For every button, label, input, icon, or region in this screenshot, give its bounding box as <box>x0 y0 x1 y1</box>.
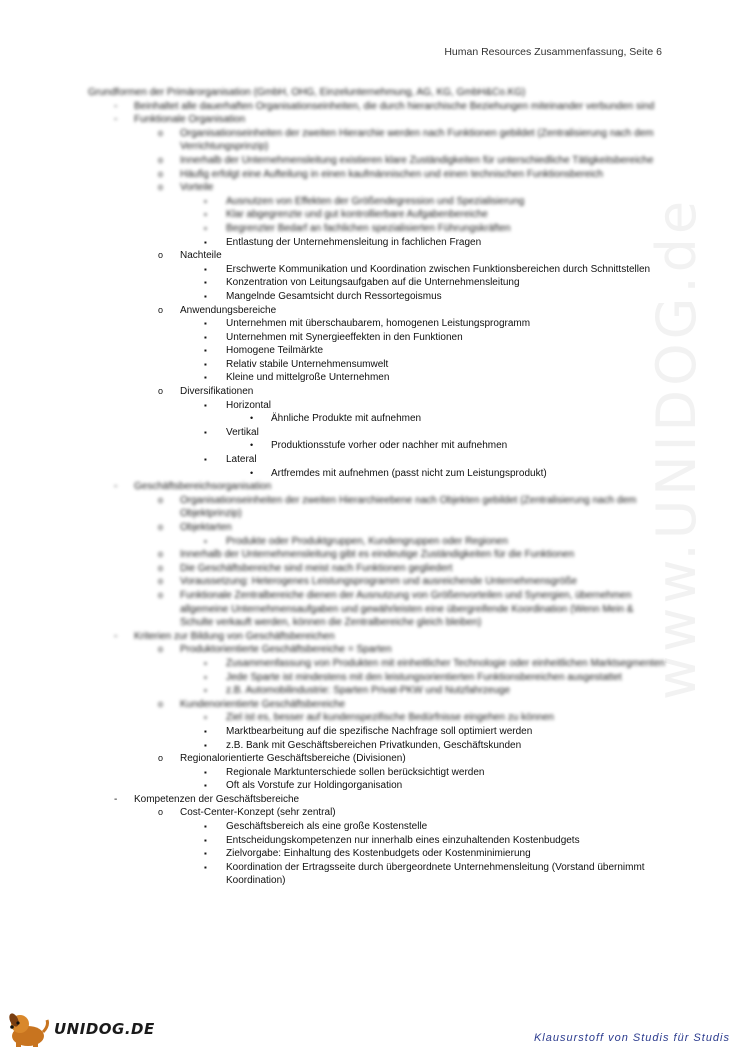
list-bullet: o <box>158 522 164 532</box>
outline-item-text: Mangelnde Gesamtsicht durch Ressortegoismus <box>226 290 442 302</box>
outline-item-text: Kompetenzen der Geschäftsbereiche <box>134 793 300 805</box>
list-bullet: o <box>158 168 164 179</box>
outline-item <box>88 684 668 698</box>
outline-item <box>88 113 668 127</box>
outline-item-text: Diversifikationen <box>180 386 254 398</box>
list-bullet: o <box>158 386 164 397</box>
outline-item <box>88 371 668 385</box>
outline-item-text: Klar abgegrenzte und gut kontrollierbare Aufgabenbereiche <box>226 209 488 221</box>
outline-item <box>88 168 668 182</box>
outline-item-text: Vorteile <box>180 182 214 194</box>
outline-item <box>88 494 668 521</box>
outline-item-text: Regionalorientierte Geschäftsbereiche (Divisionen) <box>180 753 406 765</box>
outline-item-text: Oft als Vorstufe zur Holdingorganisation <box>226 780 403 792</box>
list-bullet: ▪ <box>204 427 207 437</box>
outline-item-text: Grundformen der Primärorganisation (GmbH, OHG, Einzelunternehmung, AG, KG, GmbH&Co.KG) <box>88 87 526 98</box>
outline-item-text: Cost-Center-Konzept (sehr zentral) <box>180 807 336 819</box>
outline-item <box>88 779 668 793</box>
outline-item-text: Produktorientierte Geschäftsbereiche = Sparten <box>180 644 392 656</box>
list-bullet: o <box>158 549 164 560</box>
outline-item <box>88 671 668 685</box>
list-bullet: ▪ <box>204 223 207 233</box>
outline-item <box>88 426 668 440</box>
outline-item <box>88 195 668 209</box>
list-bullet: ▪ <box>204 291 207 301</box>
outline-item <box>88 793 668 807</box>
outline-item-text: Lateral <box>226 454 257 466</box>
outline-item <box>88 358 668 372</box>
outline-item-text: Regionale Marktunterschiede sollen berücksichtigt werden <box>226 766 485 778</box>
outline-item-text: Begrenzter Bedarf an fachlichen spezialisierten Führungskräften <box>226 222 511 234</box>
watermark-text: www.UNIDOG.de <box>645 196 708 700</box>
outline-item-text: Unternehmen mit überschaubarem, homogenen Leistungsprogramm <box>226 318 531 330</box>
outline-item-text: Ausnutzen von Effekten der Größendegression und Spezialisierung <box>226 195 525 207</box>
outline-item-text: Vertikal <box>226 426 259 438</box>
outline-item-text: Unternehmen mit Synergieeffekten in den Funktionen <box>226 331 463 343</box>
outline-item-text: Voraussetzung: Heterogenes Leistungsprogramm und ausreichende Unternehmensgröße <box>180 576 577 588</box>
list-bullet: - <box>114 481 118 493</box>
outline-item-text: Marktbearbeitung auf die spezifische Nachfrage soll optimiert werden <box>226 725 533 737</box>
outline-item <box>88 100 668 114</box>
outline-item-text: Innerhalb der Unternehmensleitung gibt es eindeutige Zuständigkeiten für die Funktionen <box>180 549 575 561</box>
list-bullet: o <box>158 644 164 655</box>
outline-item-text: Jede Sparte ist mindestens mit den leistungsorientierten Funktionsbereichen ausgestattet <box>226 671 622 683</box>
outline-item <box>88 548 668 562</box>
document-body <box>88 86 668 888</box>
list-bullet: • <box>250 467 254 478</box>
outline-item <box>88 412 668 426</box>
list-bullet: ▪ <box>204 346 207 356</box>
outline-item-text: Innerhalb der Unternehmensleitung existieren klare Zuständigkeiten für unterschiedliche Tätigkeitsbereiche <box>180 154 654 166</box>
outline-item <box>88 643 668 657</box>
outline-item-text: Anwendungsbereiche <box>180 304 277 316</box>
outline-item-text: Relativ stabile Unternehmensumwelt <box>226 358 389 370</box>
list-bullet: ▪ <box>204 740 207 750</box>
list-bullet: ▪ <box>204 536 207 546</box>
list-bullet: o <box>158 250 164 261</box>
outline-item-text: Ähnliche Produkte mit aufnehmen <box>271 413 422 425</box>
outline-item <box>88 304 668 318</box>
list-bullet: ▪ <box>204 359 207 369</box>
outline-item <box>88 181 668 195</box>
list-bullet: o <box>158 154 164 165</box>
list-bullet: o <box>158 698 164 709</box>
outline-item <box>88 399 668 413</box>
list-bullet: ▪ <box>204 278 207 288</box>
outline-item-text: Entscheidungskompetenzen nur innerhalb eines einzuhaltenden Kostenbudgets <box>226 834 580 846</box>
list-bullet: o <box>158 494 164 505</box>
outline-item <box>88 861 668 888</box>
list-bullet: ▪ <box>204 332 207 342</box>
outline-item-text: z.B. Bank mit Geschäftsbereichen Privatkunden, Geschäftskunden <box>226 739 522 751</box>
list-bullet: • <box>250 413 254 424</box>
list-bullet: ▪ <box>204 672 207 682</box>
logo-text: UNIDOG.DE <box>54 1020 155 1038</box>
list-bullet: ▪ <box>204 319 207 329</box>
list-bullet: ▪ <box>204 373 207 383</box>
list-bullet: o <box>158 576 164 587</box>
outline-item <box>88 575 668 589</box>
outline-item <box>88 521 668 535</box>
outline-item <box>88 263 668 277</box>
outline-item-text: Kriterien zur Bildung von Geschäftsbereichen <box>134 630 335 642</box>
outline-item-text: Produktionsstufe vorher oder nachher mit aufnehmen <box>271 440 508 452</box>
list-bullet: ▪ <box>204 210 207 220</box>
list-bullet: ▪ <box>204 767 207 777</box>
footer-slogan: Klausurstoff von Studis für Studis <box>533 1032 730 1044</box>
list-bullet: ▪ <box>204 862 207 872</box>
outline-item <box>88 806 668 820</box>
outline-item <box>88 385 668 399</box>
outline-item <box>88 86 668 100</box>
outline-item-text: Geschäftsbereich als eine große Kostenstelle <box>226 821 428 833</box>
outline-item <box>88 467 668 481</box>
outline-item-text: Kundenorientierte Geschäftsbereiche <box>180 698 346 710</box>
outline-item-text: Artfremdes mit aufnehmen (passt nicht zum Leistungsprodukt) <box>271 467 547 479</box>
list-bullet: o <box>158 753 164 764</box>
outline-item <box>88 711 668 725</box>
outline-item-text: Homogene Teilmärkte <box>226 345 324 357</box>
outline-item-text: Konzentration von Leitungsaufgaben auf die Unternehmensleitung <box>226 277 520 289</box>
outline-item-text: Koordination der Ertragsseite durch übergeordnete Unternehmensleitung (Vorstand übernimmt Koordination) <box>226 861 645 887</box>
list-bullet: ▪ <box>204 264 207 274</box>
outline-item <box>88 236 668 250</box>
list-bullet: ▪ <box>204 781 207 791</box>
outline-item-text: Nachteile <box>180 250 222 262</box>
outline-item <box>88 453 668 467</box>
outline-item-text: Beinhaltet alle dauerhaften Organisationseinheiten, die durch hierarchische Beziehungen miteinander verbunden sind <box>134 100 655 112</box>
outline-item-text: Organisationseinheiten der zweiten Hierarchie werden nach Funktionen gebildet (Zentralisierung nach dem Verrichtungsprinzip) <box>180 127 654 153</box>
outline-item <box>88 834 668 848</box>
outline-item <box>88 127 668 154</box>
list-bullet: • <box>250 440 254 451</box>
outline-item <box>88 766 668 780</box>
list-bullet: ▪ <box>204 237 207 247</box>
list-bullet: - <box>114 630 118 642</box>
outline-item-text: Geschäftsbereichsorganisation <box>134 481 272 493</box>
outline-item-text: Erschwerte Kommunikation und Koordination zwischen Funktionsbereichen durch Schnittstellen <box>226 263 651 275</box>
list-bullet: o <box>158 182 164 193</box>
outline-item <box>88 290 668 304</box>
outline-item-text: Entlastung der Unternehmensleitung in fachlichen Fragen <box>226 236 482 248</box>
outline-item <box>88 589 668 630</box>
list-bullet: ▪ <box>204 686 207 696</box>
list-bullet: ▪ <box>204 400 207 410</box>
outline-item <box>88 847 668 861</box>
outline-item <box>88 725 668 739</box>
list-bullet: - <box>114 114 118 126</box>
outline-item <box>88 535 668 549</box>
outline-item-text: Horizontal <box>226 399 272 411</box>
outline-item <box>88 276 668 290</box>
list-bullet: ▪ <box>204 713 207 723</box>
list-bullet: o <box>158 127 164 138</box>
outline-item <box>88 562 668 576</box>
outline-item <box>88 344 668 358</box>
outline-item <box>88 222 668 236</box>
outline-item-text: Funktionale Organisation <box>134 114 246 126</box>
outline-item <box>88 154 668 168</box>
outline-item <box>88 820 668 834</box>
list-bullet: ▪ <box>204 849 207 859</box>
list-bullet: - <box>114 100 118 112</box>
outline-item-text: Organisationseinheiten der zweiten Hierarchieebene nach Objekten gebildet (Zentralisierung nach dem Objektprinzip) <box>180 494 637 520</box>
outline-item <box>88 208 668 222</box>
list-bullet: ▪ <box>204 658 207 668</box>
list-bullet: ▪ <box>204 835 207 845</box>
outline-item-text: Produkte oder Produktgruppen, Kundengruppen oder Regionen <box>226 535 508 547</box>
outline-item-text: Zusammenfassung von Produkten mit einheitlicher Technologie oder einheitlichen Marktsegmenten <box>226 657 665 669</box>
outline-item <box>88 752 668 766</box>
list-bullet: o <box>158 807 164 818</box>
list-bullet: o <box>158 589 164 600</box>
outline-item <box>88 739 668 753</box>
outline-item <box>88 317 668 331</box>
outline-item <box>88 630 668 644</box>
outline-item-text: Häufig erfolgt eine Aufteilung in einen kaufmännischen und einen technischen Funktionsbereich <box>180 168 604 180</box>
outline-item <box>88 439 668 453</box>
list-bullet: ▪ <box>204 822 207 832</box>
unidog-logo <box>6 1010 155 1048</box>
outline-item-text: Funktionale Zentralbereiche dienen der Ausnutzung von Größenvorteilen und Synergien, übernehmen allgemeine Unternehmensaufgaben und gewährleisten eine übergreifende Koordination (Wenn Mein & Schulte verkauft werden, können die Zentralbereiche gleich bleiben) <box>180 589 634 629</box>
list-bullet: ▪ <box>204 726 207 736</box>
outline-item <box>88 657 668 671</box>
outline-item <box>88 698 668 712</box>
outline-item-text: z.B. Automobilindustrie: Sparten Privat-PKW und Nutzfahrzeuge <box>226 685 511 697</box>
list-bullet: o <box>158 304 164 315</box>
list-bullet: ▪ <box>204 196 207 206</box>
outline-item <box>88 331 668 345</box>
outline-item-text: Ziel ist es, besser auf kundenspezifische Bedürfnisse eingehen zu können <box>226 712 554 724</box>
outline-item <box>88 249 668 263</box>
list-bullet: ▪ <box>204 455 207 465</box>
dog-mascot-icon <box>6 1010 50 1048</box>
list-bullet: o <box>158 562 164 573</box>
page-header: Human Resources Zusammenfassung, Seite 6 <box>444 46 662 58</box>
outline-item-text: Die Geschäftsbereiche sind meist nach Funktionen gegliedert <box>180 562 453 574</box>
outline-item-text: Objektarten <box>180 522 232 533</box>
list-bullet: - <box>114 793 118 805</box>
outline-item-text: Zielvorgabe: Einhaltung des Kostenbudgets oder Kostenminimierung <box>226 848 531 860</box>
outline-item-text: Kleine und mittelgroße Unternehmen <box>226 372 390 384</box>
outline-item <box>88 480 668 494</box>
